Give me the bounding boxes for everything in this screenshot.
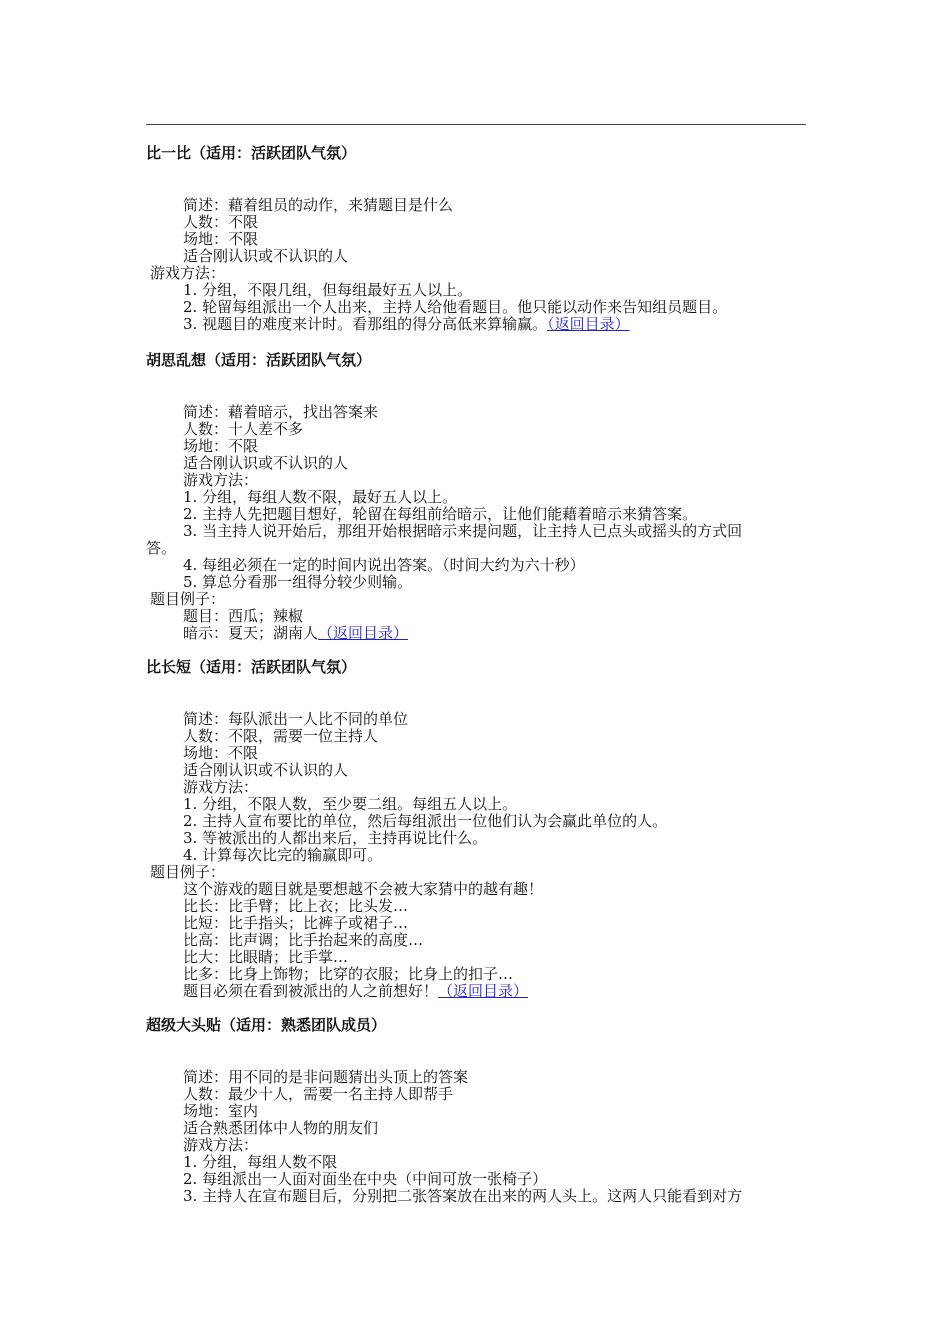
venue: 场地：不限 (183, 437, 259, 455)
section-title-chaojidatoutie: 超级大头贴（适用：熟悉团队成员） (146, 1016, 387, 1034)
brief: 简述：每队派出一人比不同的单位 (183, 710, 409, 728)
example-item: 暗示：夏天；湖南人（返回目录） (183, 624, 409, 642)
example-item: 这个游戏的题目就是要想越不会被大家猜中的越有趣！ (183, 880, 544, 898)
horizontal-rule (146, 124, 806, 125)
step-item: 2. 主持人先把题目想好，轮留在每组前给暗示，让他们能藉着暗示来猜答案。 (183, 505, 698, 523)
people-count: 人数：不限，需要一位主持人 (183, 727, 379, 745)
back-to-toc-link[interactable]: （返回目录） (318, 624, 409, 642)
back-to-toc-link[interactable]: （返回目录） (438, 982, 529, 1000)
step-item: 3. 视题目的难度来计时。看那组的得分高低来算输赢。（返回目录） (183, 315, 630, 333)
suitable-for: 适合熟悉团体中人物的朋友们 (183, 1119, 379, 1137)
example-item: 比短：比手指头；比裤子或裙子… (183, 914, 409, 932)
step-item: 5. 算总分看那一组得分较少则输。 (183, 573, 413, 591)
step-item: 3. 当主持人说开始后，那组开始根据暗示来提问题，让主持人已点头或摇头的方式回 (183, 522, 743, 540)
venue: 场地：室内 (183, 1102, 259, 1120)
suitable-for: 适合刚认识或不认识的人 (183, 761, 349, 779)
step-item: 1. 分组，不限几组，但每组最好五人以上。 (183, 281, 473, 299)
example-label: 题目例子： (150, 863, 226, 881)
method-label: 游戏方法： (183, 778, 259, 796)
step-item: 3. 等被派出的人都出来后，主持再说比什么。 (183, 829, 488, 847)
example-item: 题目：西瓜；辣椒 (183, 607, 304, 625)
step-item-continued: 答。 (146, 539, 177, 557)
example-item: 比多：比身上饰物；比穿的衣服；比身上的扣子… (183, 965, 514, 983)
method-label: 游戏方法： (150, 264, 226, 282)
suitable-for: 适合刚认识或不认识的人 (183, 454, 349, 472)
brief: 简述：用不同的是非问题猜出头顶上的答案 (183, 1068, 469, 1086)
method-label: 游戏方法： (183, 1136, 259, 1154)
example-item: 题目必须在看到被派出的人之前想好！（返回目录） (183, 982, 529, 1000)
brief: 简述：藉着组员的动作，来猜题目是什么 (183, 196, 454, 214)
step-item: 2. 主持人宣布要比的单位，然后每组派出一位他们认为会赢此单位的人。 (183, 812, 668, 830)
method-label: 游戏方法： (183, 471, 259, 489)
example-item: 比长：比手臂；比上衣；比头发… (183, 897, 409, 915)
brief: 简述：藉着暗示，找出答案来 (183, 403, 379, 421)
step-item: 1. 分组，不限人数，至少要二组。每组五人以上。 (183, 795, 518, 813)
venue: 场地：不限 (183, 744, 259, 762)
people-count: 人数：最少十人，需要一名主持人即帮手 (183, 1085, 454, 1103)
example-label: 题目例子： (150, 590, 226, 608)
step-item: 4. 每组必须在一定的时间内说出答案。（时间大约为六十秒） (183, 556, 585, 574)
section-title-biyibi: 比一比（适用：活跃团队气氛） (146, 144, 357, 162)
suitable-for: 适合刚认识或不认识的人 (183, 247, 349, 265)
example-item: 比高：比声调；比手抬起来的高度… (183, 931, 424, 949)
section-title-husiluanxiang: 胡思乱想（适用：活跃团队气氛） (146, 351, 372, 369)
people-count: 人数：不限 (183, 213, 259, 231)
step-item: 3. 主持人在宣布题目后，分别把二张答案放在出来的两人头上。这两人只能看到对方 (183, 1187, 743, 1205)
section-title-bichangduan: 比长短（适用：活跃团队气氛） (146, 658, 357, 676)
example-item: 比大：比眼睛；比手掌… (183, 948, 349, 966)
step-item: 1. 分组，每组人数不限 (183, 1153, 338, 1171)
step-item: 1. 分组，每组人数不限，最好五人以上。 (183, 488, 458, 506)
back-to-toc-link[interactable]: （返回目录） (547, 315, 630, 333)
step-item: 2. 轮留每组派出一个人出来，主持人给他看题目。他只能以动作来告知组员题目。 (183, 298, 728, 316)
step-item: 4. 计算每次比完的输赢即可。 (183, 846, 383, 864)
people-count: 人数：十人差不多 (183, 420, 304, 438)
venue: 场地：不限 (183, 230, 259, 248)
step-item: 2. 每组派出一人面对面坐在中央（中间可放一张椅子） (183, 1170, 548, 1188)
